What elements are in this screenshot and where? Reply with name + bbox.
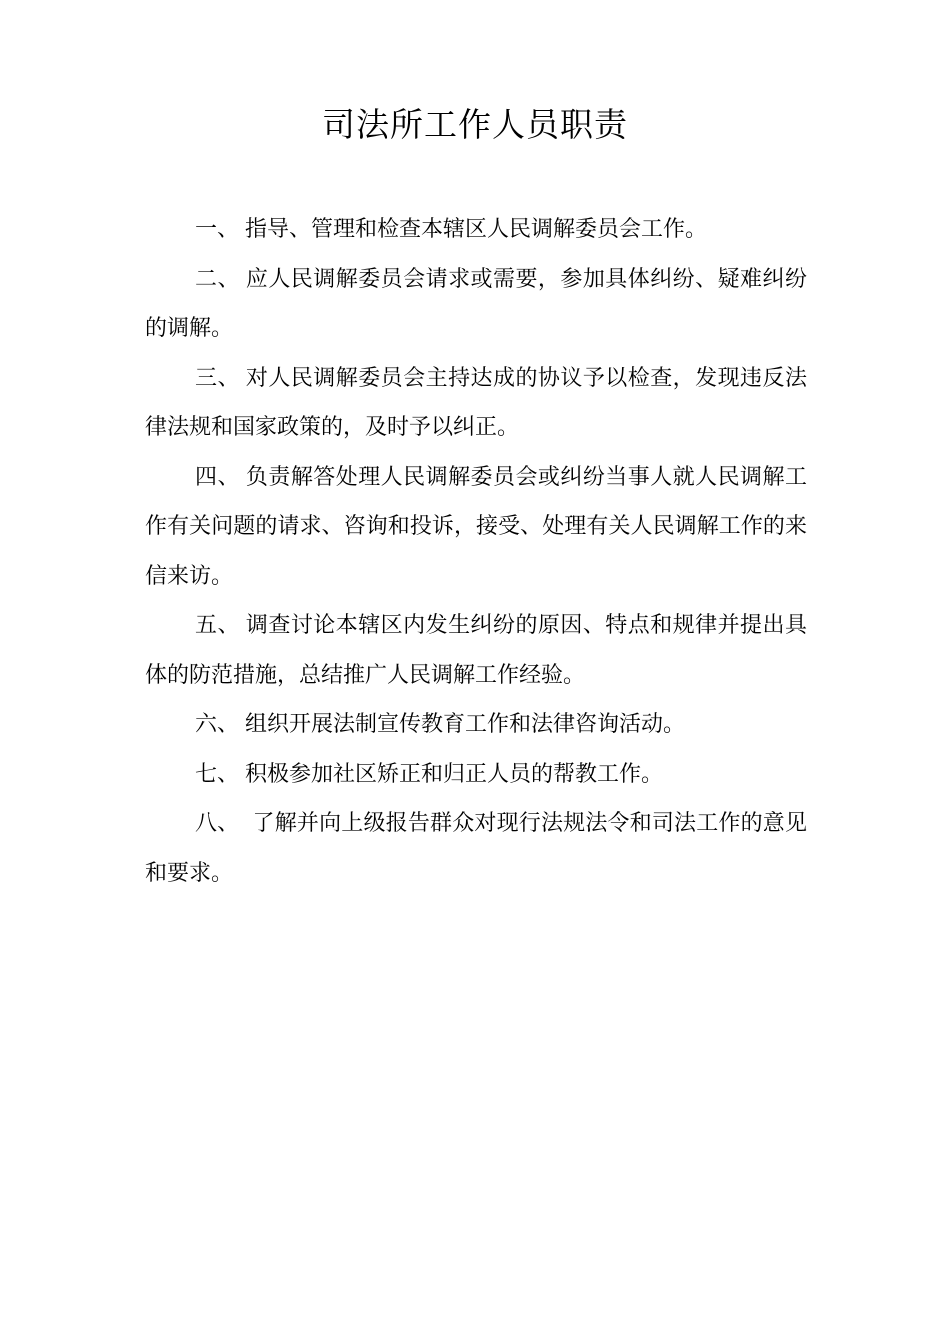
duty-number: 二、 (195, 266, 240, 292)
duty-item-2 (145, 255, 807, 354)
duty-text: 了解并向上级报告群众对现行法规法令和司法工作的意见和要求。 (145, 811, 807, 886)
duty-number: 三、 (195, 365, 240, 391)
duty-number: 四、 (195, 464, 240, 490)
duty-number: 五、 (195, 613, 240, 638)
duties-list (145, 205, 807, 898)
duty-item-8 (145, 799, 807, 898)
duty-item-3 (145, 354, 807, 453)
duty-item-7 (145, 750, 807, 800)
duty-text: 积极参加社区矫正和归正人员的帮教工作。 (245, 761, 664, 787)
duty-number: 六、 (195, 712, 240, 737)
duty-text: 应人民调解委员会请求或需要，参加具体纠纷、疑难纠纷的调解。 (145, 266, 807, 341)
duty-text: 组织开展法制宣传教育工作和法律咨询活动。 (245, 712, 686, 737)
duty-text: 负责解答处理人民调解委员会或纠纷当事人就人民调解工作有关问题的请求、咨询和投诉，接受、处理有关人民调解工作的来信来访。 (145, 464, 807, 589)
duty-item-5 (145, 601, 807, 700)
document-title: 司法所工作人员职责 (322, 105, 628, 144)
duty-item-6 (145, 700, 807, 750)
duty-number: 八、 (195, 811, 240, 836)
duty-text: 指导、管理和检查本辖区人民调解委员会工作。 (245, 217, 708, 242)
duty-item-1 (145, 205, 807, 255)
duty-text: 调查讨论本辖区内发生纠纷的原因、特点和规律并提出具体的防范措施，总结推广人民调解工作经验。 (145, 613, 807, 688)
duty-text: 对人民调解委员会主持达成的协议予以检查，发现违反法律法规和国家政策的，及时予以纠正。 (145, 365, 807, 440)
duty-number: 一、 (195, 217, 240, 242)
duty-item-4 (145, 453, 807, 602)
duty-number: 七、 (195, 761, 240, 787)
